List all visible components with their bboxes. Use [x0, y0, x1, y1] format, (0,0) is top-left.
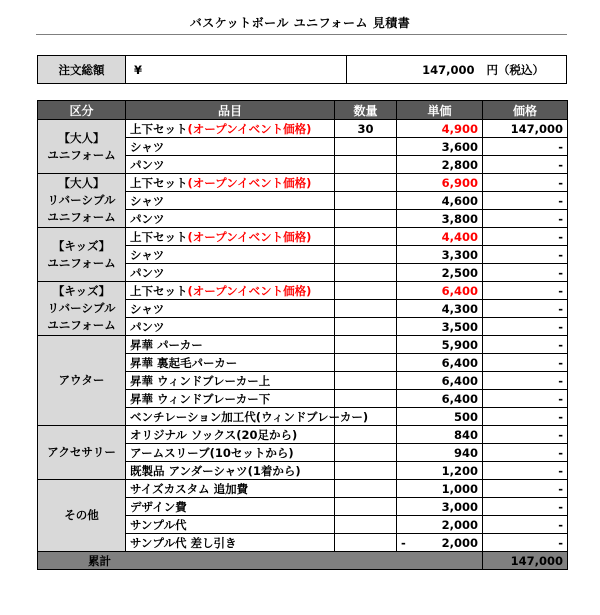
unit-price-cell: 3,300 [397, 246, 483, 264]
category-line: リバーシブル [47, 301, 116, 315]
item-name: パンツ [130, 211, 165, 226]
table-row [38, 480, 568, 498]
unit-price-cell: 4,600 [397, 192, 483, 210]
category-line: アクセサリー [47, 445, 116, 459]
table-row [38, 174, 568, 192]
title-underline [36, 34, 567, 35]
item-cell [126, 534, 335, 552]
quantity-cell [335, 156, 397, 174]
table-row [38, 228, 568, 246]
item-cell [126, 426, 335, 444]
price-cell: - [483, 246, 568, 264]
unit-price-cell: 1,000 [397, 480, 483, 498]
unit-price-cell [397, 534, 483, 552]
category-line: ユニフォーム [47, 210, 116, 224]
price-cell: - [483, 300, 568, 318]
unit-price-cell: 6,900 [397, 174, 483, 192]
item-name: 上下セット [130, 229, 188, 244]
category-line: アウター [58, 373, 105, 387]
price-cell: - [483, 462, 568, 480]
price-cell: - [483, 282, 568, 300]
quantity-cell [335, 264, 397, 282]
price-cell: - [483, 534, 568, 552]
quantity-cell [335, 174, 397, 192]
quantity-cell [335, 498, 397, 516]
quote-header-row [38, 101, 568, 120]
quantity-cell [335, 300, 397, 318]
item-cell [126, 228, 335, 246]
item-name: シャツ [130, 301, 165, 316]
item-cell [126, 156, 335, 174]
unit-price-cell: 6,400 [397, 372, 483, 390]
price-cell: - [483, 192, 568, 210]
price-cell: - [483, 138, 568, 156]
quantity-cell [335, 426, 397, 444]
quantity-cell: 30 [335, 120, 397, 138]
header-item: 品目 [126, 101, 335, 120]
item-note: (オープンイベント価格) [187, 121, 312, 136]
unit-price-cell: 500 [397, 408, 483, 426]
unit-price-cell: 2,800 [397, 156, 483, 174]
table-row [38, 120, 568, 138]
quantity-cell [335, 228, 397, 246]
item-name: オリジナル ソックス(20足から) [130, 427, 298, 442]
price-cell: - [483, 264, 568, 282]
item-name: デザイン費 [130, 499, 187, 514]
quantity-cell [335, 192, 397, 210]
item-name: シャツ [130, 193, 165, 208]
order-total-unit: 円（税込） [486, 62, 544, 77]
item-cell [126, 138, 335, 156]
quote-body [38, 120, 568, 552]
unit-price-cell: 4,400 [397, 228, 483, 246]
price-cell: - [483, 498, 568, 516]
table-row [38, 336, 568, 354]
page-title: バスケットボール ユニフォーム 見積書 [189, 16, 411, 30]
price-cell: - [483, 354, 568, 372]
item-name: パンツ [130, 157, 165, 172]
item-cell [126, 246, 335, 264]
quantity-cell [335, 138, 397, 156]
price-cell: - [483, 318, 568, 336]
item-name: 上下セット [130, 283, 188, 298]
unit-price-split [401, 536, 478, 550]
category-cell [38, 120, 126, 174]
unit-price-cell: 6,400 [397, 354, 483, 372]
order-total-label: 注文総額 [38, 56, 126, 84]
item-note: (オープンイベント価格) [187, 283, 312, 298]
item-note: (オープンイベント価格) [187, 175, 312, 190]
item-cell [126, 300, 335, 318]
header-price: 価格 [483, 101, 568, 120]
item-name: パンツ [130, 319, 165, 334]
item-name: サンプル代 差し引き [130, 535, 237, 550]
item-cell [126, 462, 335, 480]
quantity-cell [335, 480, 397, 498]
order-total-summary [37, 55, 567, 84]
quantity-cell [335, 516, 397, 534]
item-cell [126, 354, 335, 372]
item-name: 昇華 パーカー [130, 337, 203, 352]
item-note: (オープンイベント価格) [187, 229, 312, 244]
unit-price-cell: 2,500 [397, 264, 483, 282]
price-cell: - [483, 372, 568, 390]
unit-price-cell: 3,000 [397, 498, 483, 516]
unit-price-cell: 5,900 [397, 336, 483, 354]
grand-total-amount: 147,000 [483, 552, 568, 570]
price-cell: - [483, 444, 568, 462]
item-cell [126, 390, 335, 408]
quantity-cell [335, 210, 397, 228]
item-cell [126, 408, 369, 426]
unit-price-cell: 4,900 [397, 120, 483, 138]
unit-price-cell: 940 [397, 444, 483, 462]
item-name: 昇華 ウィンドブレーカー上 [130, 373, 271, 388]
price-cell: - [483, 210, 568, 228]
quantity-cell [335, 282, 397, 300]
order-total-amount [346, 56, 567, 84]
item-name: パンツ [130, 265, 165, 280]
grand-total-label: 累計 [38, 552, 483, 570]
category-line: その他 [64, 508, 99, 522]
header-quantity: 数量 [335, 101, 397, 120]
price-cell: - [483, 516, 568, 534]
item-cell [126, 120, 335, 138]
item-name: 上下セット [130, 121, 188, 136]
unit-price-cell: 3,500 [397, 318, 483, 336]
order-total-currency: ¥ [126, 56, 347, 84]
item-name: シャツ [130, 247, 165, 262]
quantity-cell [335, 534, 397, 552]
unit-price-cell: 840 [397, 426, 483, 444]
quantity-cell [335, 462, 397, 480]
item-cell [126, 210, 335, 228]
price-cell: 147,000 [483, 120, 568, 138]
category-cell [38, 174, 126, 228]
price-cell: - [483, 156, 568, 174]
category-line: ユニフォーム [47, 255, 116, 270]
category-line: ユニフォーム [47, 147, 116, 162]
item-cell [126, 444, 335, 462]
item-cell [126, 318, 335, 336]
item-cell [126, 498, 335, 516]
item-name: ベンチレーション加工代(ウィンドブレーカー) [130, 409, 369, 424]
item-cell [126, 174, 335, 192]
quantity-cell [335, 390, 397, 408]
item-name: 既製品 アンダーシャツ(1着から) [130, 463, 301, 478]
unit-price-cell: 1,200 [397, 462, 483, 480]
quote-table [37, 100, 568, 570]
price-cell: - [483, 408, 568, 426]
item-cell [126, 516, 335, 534]
category-cell [38, 228, 126, 282]
category-cell [38, 282, 126, 336]
category-cell [38, 426, 126, 480]
item-cell [126, 480, 335, 498]
unit-price-cell: 3,600 [397, 138, 483, 156]
item-cell [126, 282, 335, 300]
category-line: 【キッズ】 [52, 284, 111, 298]
item-cell [126, 336, 335, 354]
header-category: 区分 [38, 101, 126, 120]
category-cell [38, 480, 126, 552]
quantity-cell [335, 354, 397, 372]
quantity-cell [335, 318, 397, 336]
table-row [38, 426, 568, 444]
unit-price-cell: 2,000 [397, 516, 483, 534]
item-name: 上下セット [130, 175, 188, 190]
unit-price-sign: - [401, 535, 406, 550]
item-name: 昇華 裏起毛パーカー [130, 355, 238, 370]
price-cell: - [483, 390, 568, 408]
quantity-cell [335, 372, 397, 390]
category-line: 【大人】 [58, 130, 105, 145]
unit-price-cell: 3,800 [397, 210, 483, 228]
price-cell: - [483, 336, 568, 354]
price-cell: - [483, 174, 568, 192]
category-line: 【大人】 [58, 176, 105, 190]
order-total-value: 147,000 [422, 62, 475, 77]
price-cell: - [483, 426, 568, 444]
price-cell: - [483, 480, 568, 498]
unit-price-value: 2,000 [441, 535, 478, 550]
item-cell [126, 264, 335, 282]
grand-total-row [38, 552, 568, 570]
item-name: シャツ [130, 139, 165, 154]
quantity-cell [335, 246, 397, 264]
table-row [38, 282, 568, 300]
item-cell [126, 192, 335, 210]
unit-price-cell: 6,400 [397, 282, 483, 300]
category-line: ユニフォーム [47, 318, 116, 332]
category-line: リバーシブル [47, 193, 116, 207]
price-cell: - [483, 228, 568, 246]
item-name: サンプル代 [130, 517, 187, 532]
quantity-cell [335, 444, 397, 462]
unit-price-cell: 6,400 [397, 390, 483, 408]
item-name: アームスリーブ(10セットから) [130, 445, 294, 460]
item-name: 昇華 ウィンドブレーカー下 [130, 391, 271, 406]
category-cell [38, 336, 126, 426]
item-name: サイズカスタム 追加費 [130, 481, 249, 496]
unit-price-cell: 4,300 [397, 300, 483, 318]
quantity-cell [335, 336, 397, 354]
category-line: 【キッズ】 [52, 238, 111, 253]
header-unit-price: 単価 [397, 101, 483, 120]
item-cell [126, 372, 335, 390]
